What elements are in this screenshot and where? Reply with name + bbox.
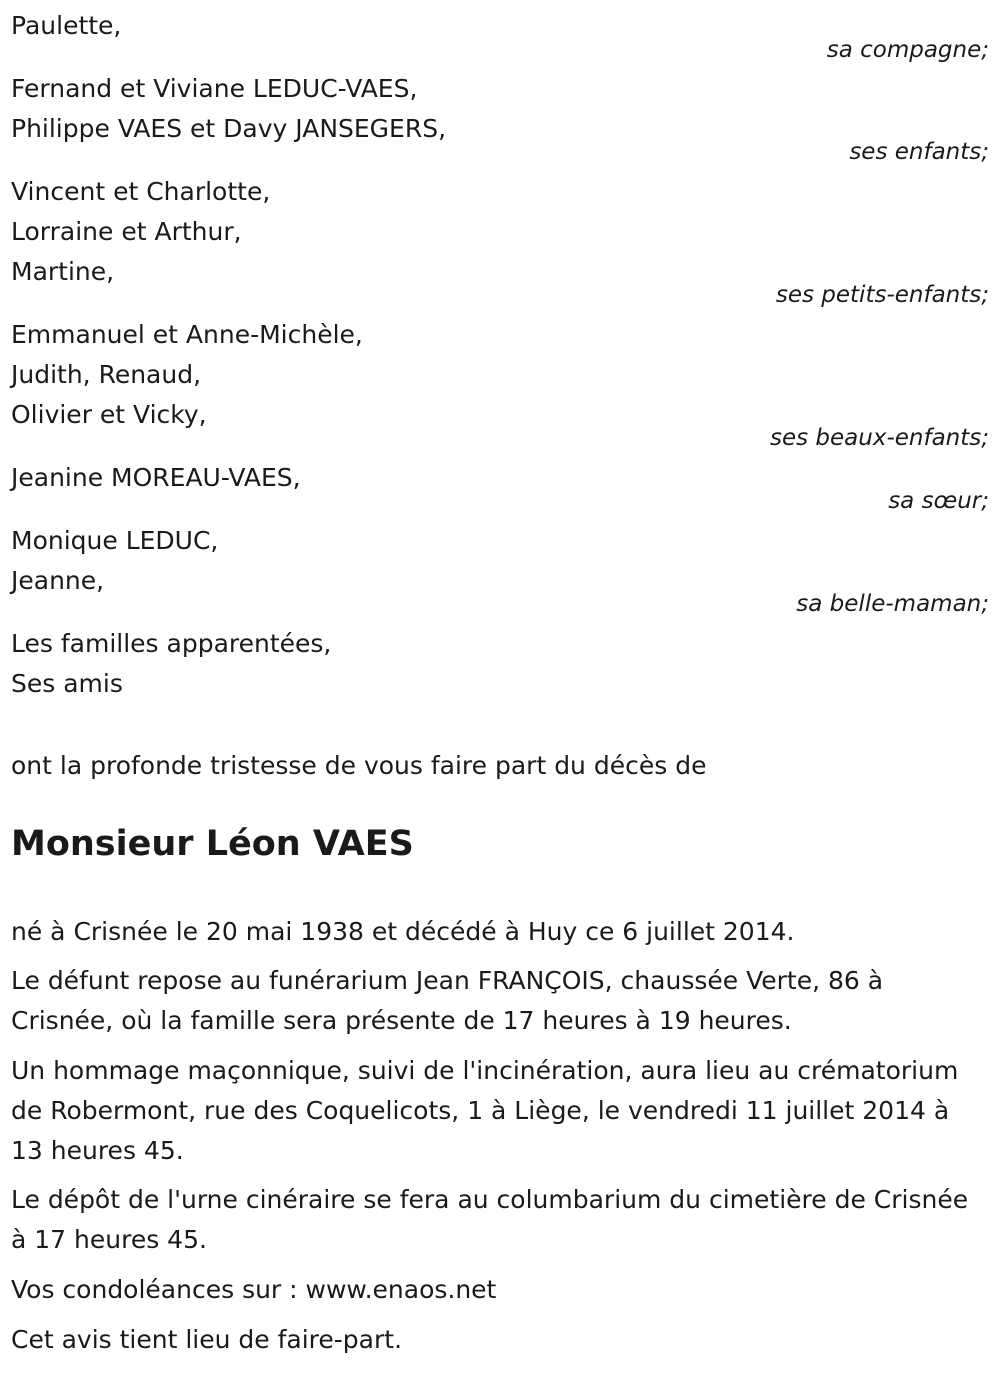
family-name-line: Monique LEDUC, (11, 526, 219, 555)
relation-label: ses beaux-enfants; (769, 425, 989, 451)
family-name-line: Fernand et Viviane LEDUC-VAES, (11, 74, 418, 103)
family-name-line: Jeanne, (11, 566, 105, 595)
family-name-line: Emmanuel et Anne-Michèle, (11, 320, 363, 349)
notice-paragraph: Cet avis tient lieu de faire-part. (11, 1325, 403, 1354)
family-name-line: Olivier et Vicky, (11, 400, 207, 429)
family-name-line: Jeanine MOREAU-VAES, (11, 463, 301, 492)
family-name-line: Martine, (11, 257, 115, 286)
family-name-line: Paulette, (11, 11, 122, 40)
family-group-petits-enfants (11, 172, 989, 308)
deceased-name: Monsieur Léon VAES (11, 824, 414, 864)
relation-label: sa sœur; (888, 488, 989, 514)
family-name-line: Vincent et Charlotte, (11, 177, 271, 206)
ceremony-paragraph: Un hommage maçonnique, suivi de l'incinération, aura lieu au crématorium de Robermont, rue des Coquelicots, 1 à Liège, le vendredi 11 juillet 2014 à 13 heures 45. (11, 1056, 959, 1165)
family-group-compagne (11, 6, 989, 63)
relation-label: ses petits-enfants; (775, 282, 989, 308)
family-name-line: Les familles apparentées, (11, 629, 332, 658)
family-group-enfants (11, 69, 989, 165)
family-group-belle-maman (11, 521, 989, 617)
family-name-line: Ses amis (11, 669, 123, 698)
family-name-line: Philippe VAES et Davy JANSEGERS, (11, 114, 447, 143)
relation-label: ses enfants; (849, 139, 989, 165)
obituary-notice (11, 0, 989, 1374)
family-group-beaux-enfants (11, 315, 989, 451)
funerarium-paragraph: Le défunt repose au funérarium Jean FRANÇOIS, chaussée Verte, 86 à Crisnée, où la famille sera présente de 17 heures à 19 heures. (11, 966, 884, 1035)
birth-death-paragraph: né à Crisnée le 20 mai 1938 et décédé à Huy ce 6 juillet 2014. (11, 917, 795, 946)
urn-paragraph: Le dépôt de l'urne cinéraire se fera au columbarium du cimetière de Crisnée à 17 heures 45. (11, 1185, 969, 1254)
announcement-intro: ont la profonde tristesse de vous faire part du décès de (11, 751, 707, 780)
family-name-line: Lorraine et Arthur, (11, 217, 242, 246)
family-name-line: Judith, Renaud, (11, 360, 202, 389)
family-group-soeur (11, 458, 989, 514)
family-group-others (11, 624, 989, 704)
condolences-paragraph: Vos condoléances sur : www.enaos.net (11, 1275, 497, 1304)
relation-label: sa compagne; (826, 37, 989, 63)
relation-label: sa belle-maman; (796, 591, 989, 617)
